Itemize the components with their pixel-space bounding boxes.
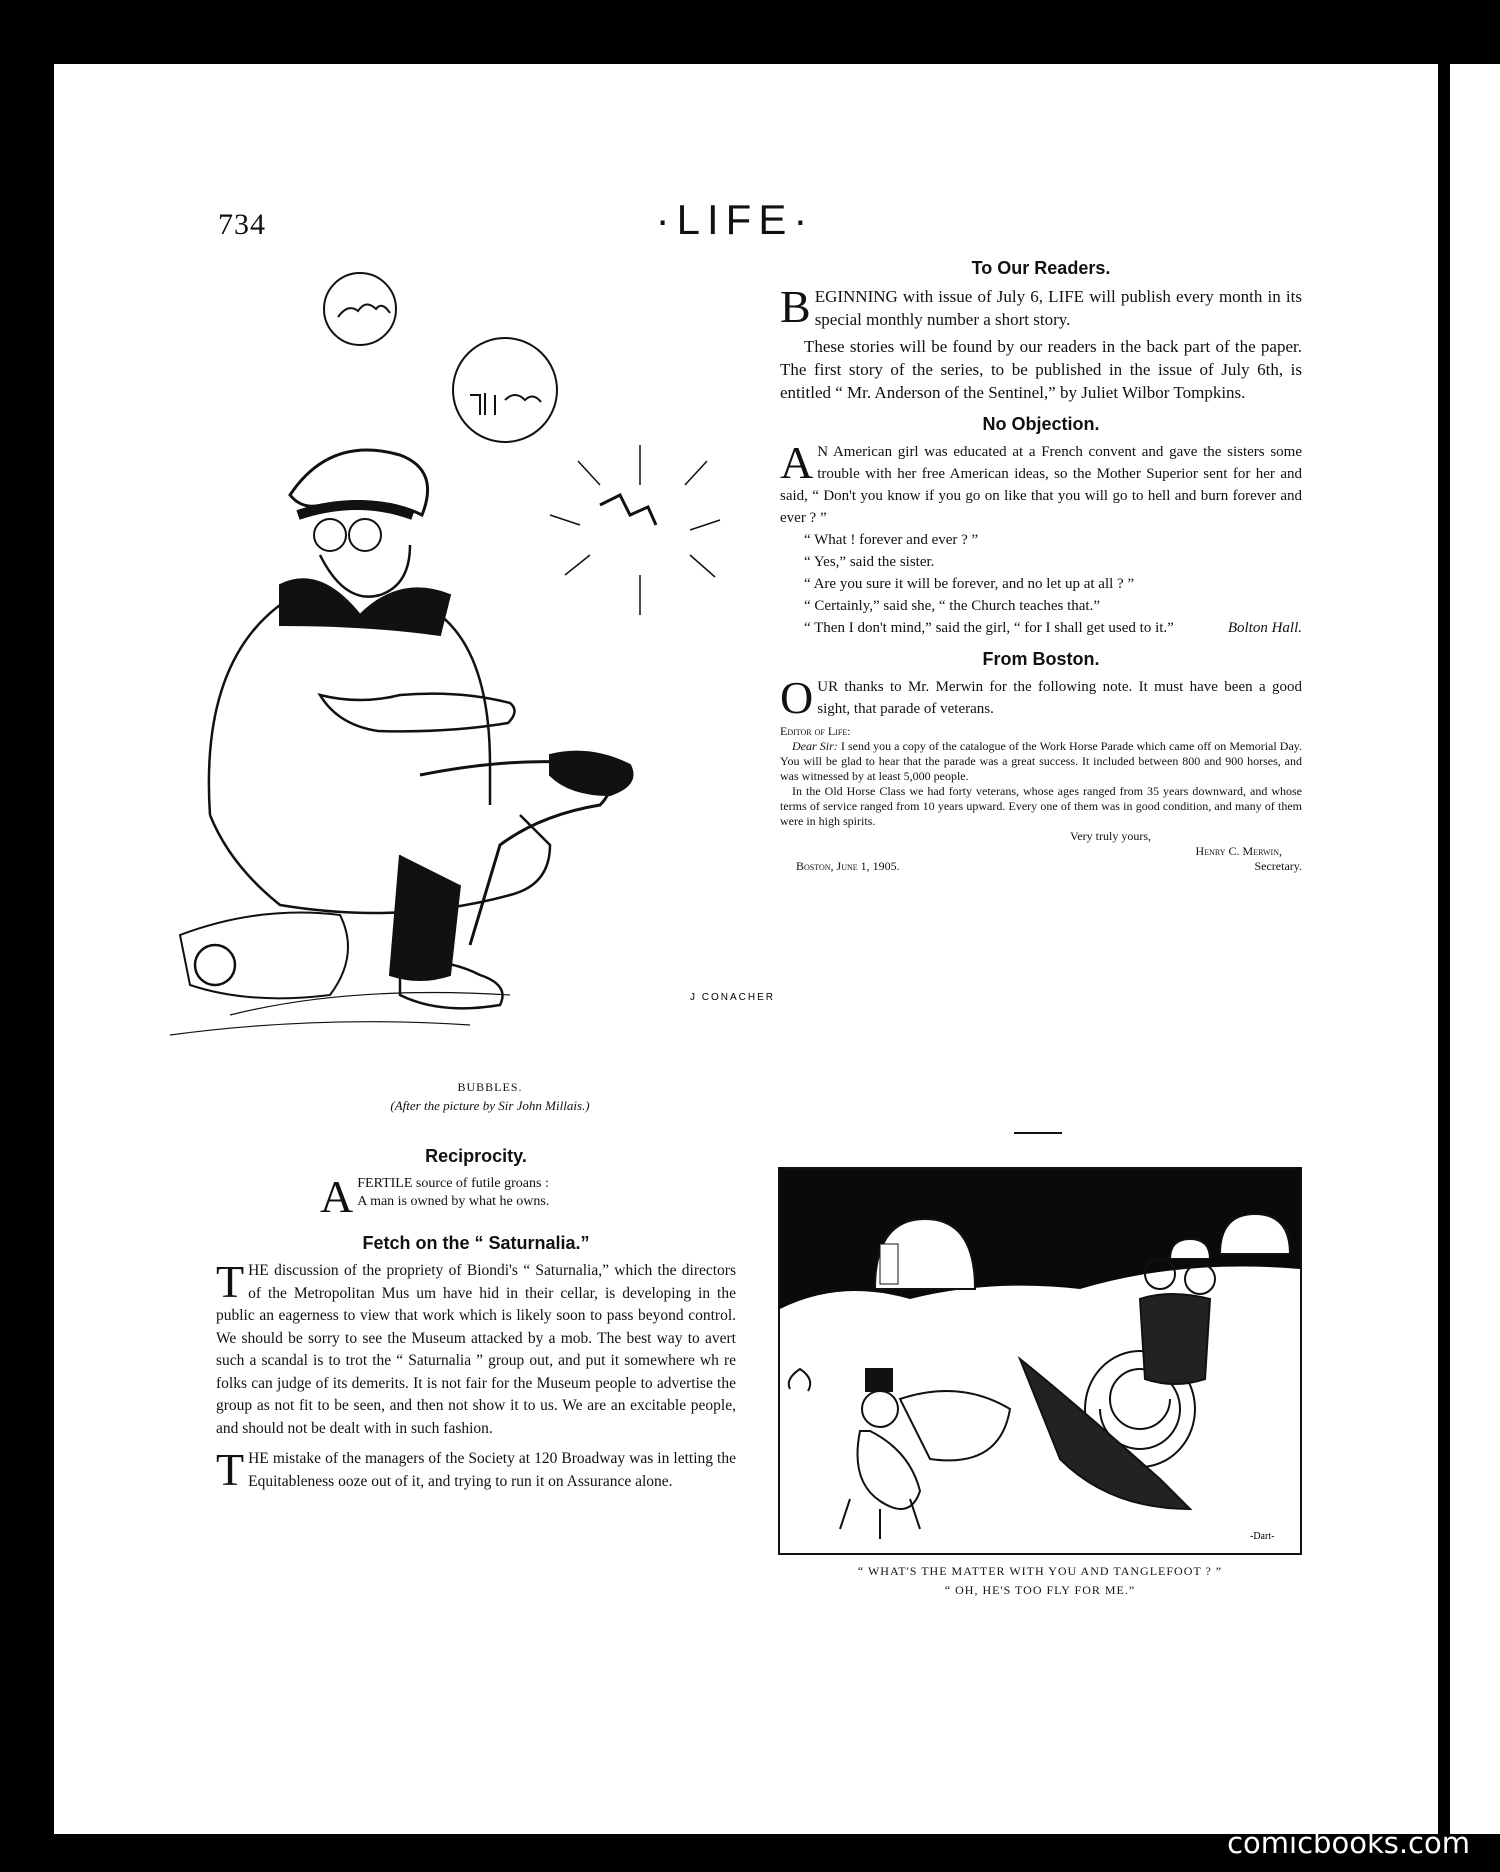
poem-line: A man is owned by what he owns. <box>357 1194 550 1209</box>
dialogue-line: “ Then I don't mind,” said the girl, “ for I shall get used to it.” <box>804 620 1174 636</box>
letter <box>780 724 1302 874</box>
drop-cap: A <box>780 437 814 488</box>
right-column <box>780 258 1302 874</box>
article-fetch-saturnalia <box>216 1256 736 1495</box>
paragraph: These stories will be found by our readers in the back part of the paper. The first story of the series, to be published in the issue of July 6th, is entitled “ Mr. Anderson of the Sentinel,” by Juliet Wilbor Tompkins. <box>780 337 1302 402</box>
poem-line: FERTILE source of futile groans : <box>357 1176 549 1191</box>
article-from-boston <box>780 672 1302 723</box>
heading-fetch-saturnalia: Fetch on the “ Saturnalia.” <box>362 1233 590 1253</box>
article-no-objection <box>780 437 1302 639</box>
letter-paragraph: I send you a copy of the catalogue of the Work Horse Parade which came off on Memorial Day. You will be glad to hear that the parade was a great success. It included between 800 and 900 horses, and was witnessed by at least 5,000 people. <box>780 739 1303 783</box>
next-page-edge <box>1450 64 1500 1834</box>
letter-salutation: Dear Sir: <box>792 739 838 753</box>
artist-signature: J CONACHER <box>690 992 776 1003</box>
letter-dateline: Boston, June 1, 1905. <box>796 859 900 873</box>
fur-collar <box>280 579 450 635</box>
masthead: ·LIFE· <box>655 196 815 243</box>
page-number: 734 <box>218 208 266 241</box>
drop-cap: B <box>780 281 811 332</box>
illustration-caption-sub: (After the picture by Sir John Millais.) <box>390 1098 590 1113</box>
author-byline: Bolton Hall. <box>1227 620 1302 636</box>
heading-to-our-readers: To Our Readers. <box>971 258 1111 278</box>
cartoon-signature: -Dart- <box>1250 1531 1275 1542</box>
page-gutter <box>1438 64 1450 1834</box>
paragraph: N American girl was educated at a French convent and gave the sisters some trouble with her free American ideas, so the Mother Superior sent for her and said, “ Don't you know if you go on like that you will go to hell and burn forever and ever ? ” <box>780 444 1302 526</box>
heading-no-objection: No Objection. <box>982 414 1100 434</box>
letter-closing: Very truly yours, <box>1070 829 1151 843</box>
paragraph: HE mistake of the managers of the Society at 120 Broadway was in letting the Equitableness ooze out of it, and trying to run it on Assurance alone. <box>248 1450 736 1490</box>
bubbles-illustration <box>170 255 776 1045</box>
cartoon-caption-line1: “ WHAT'S THE MATTER WITH YOU AND TANGLEFOOT ? ” <box>857 1564 1223 1578</box>
section-rule <box>1014 1132 1062 1134</box>
tanglefoot-cartoon <box>778 1167 1302 1555</box>
drop-cap: T <box>216 1444 245 1495</box>
dialogue-line: “ Are you sure it will be forever, and no let up at all ? ” <box>804 576 1135 592</box>
left-lower-column <box>216 1146 736 1493</box>
illustration-caption-title: BUBBLES. <box>457 1080 523 1094</box>
letter-addressee: Editor of Life: <box>780 724 851 738</box>
heading-from-boston: From Boston. <box>982 649 1100 669</box>
skull-icon <box>195 945 235 985</box>
poem-reciprocity <box>320 1171 736 1222</box>
drop-cap: O <box>780 672 814 723</box>
paragraph: EGINNING with issue of July 6, LIFE will publish every month in its special monthly number a short story. <box>814 287 1302 329</box>
bubble-large-icon <box>453 338 557 442</box>
dialogue-line: “ Yes,” said the sister. <box>804 554 935 570</box>
heading-reciprocity: Reciprocity. <box>425 1146 527 1166</box>
letter-signer: Henry C. Merwin, <box>1195 844 1282 858</box>
letter-signer-title: Secretary. <box>1254 859 1302 873</box>
drop-cap: T <box>216 1256 245 1307</box>
watermark: comicbooks.com <box>1227 1826 1470 1860</box>
paragraph: HE discussion of the propriety of Biondi's “ Saturnalia,” which the directors of the Metropolitan Mus um have hid in their cellar, is developing in the public an eagerness to view that work which is likely soon to pass beyond control. We should be sorry to see the Museum attacked by a mob. The best way to avert such a scandal is to trot the “ Saturnalia ” group out, and put it somewhere wh re folks can judge of its demerits. It is not fair for the Museum people to advertise the group as not fit to be seen, and then not show it to us. We are an excitable people, and should not be dealt with in such fashion. <box>216 1262 736 1437</box>
drop-cap: A <box>320 1171 354 1222</box>
letter-paragraph: In the Old Horse Class we had forty veterans, whose ages ranged from 35 years downward, and whose terms of service ranged from 10 years upward. Every one of them was in good condition, and many of them were in high spirits. <box>780 784 1302 828</box>
paragraph: UR thanks to Mr. Merwin for the following note. It must have been a good sight, that parade of veterans. <box>817 679 1302 717</box>
dialogue-line: “ Certainly,” said she, “ the Church teaches that.” <box>804 598 1100 614</box>
cartoon-caption-line2: “ OH, HE'S TOO FLY FOR ME.” <box>944 1583 1136 1597</box>
dialogue-line: “ What ! forever and ever ? ” <box>804 532 979 548</box>
bursting-bubble-icon <box>600 495 656 525</box>
article-to-our-readers <box>780 281 1302 404</box>
